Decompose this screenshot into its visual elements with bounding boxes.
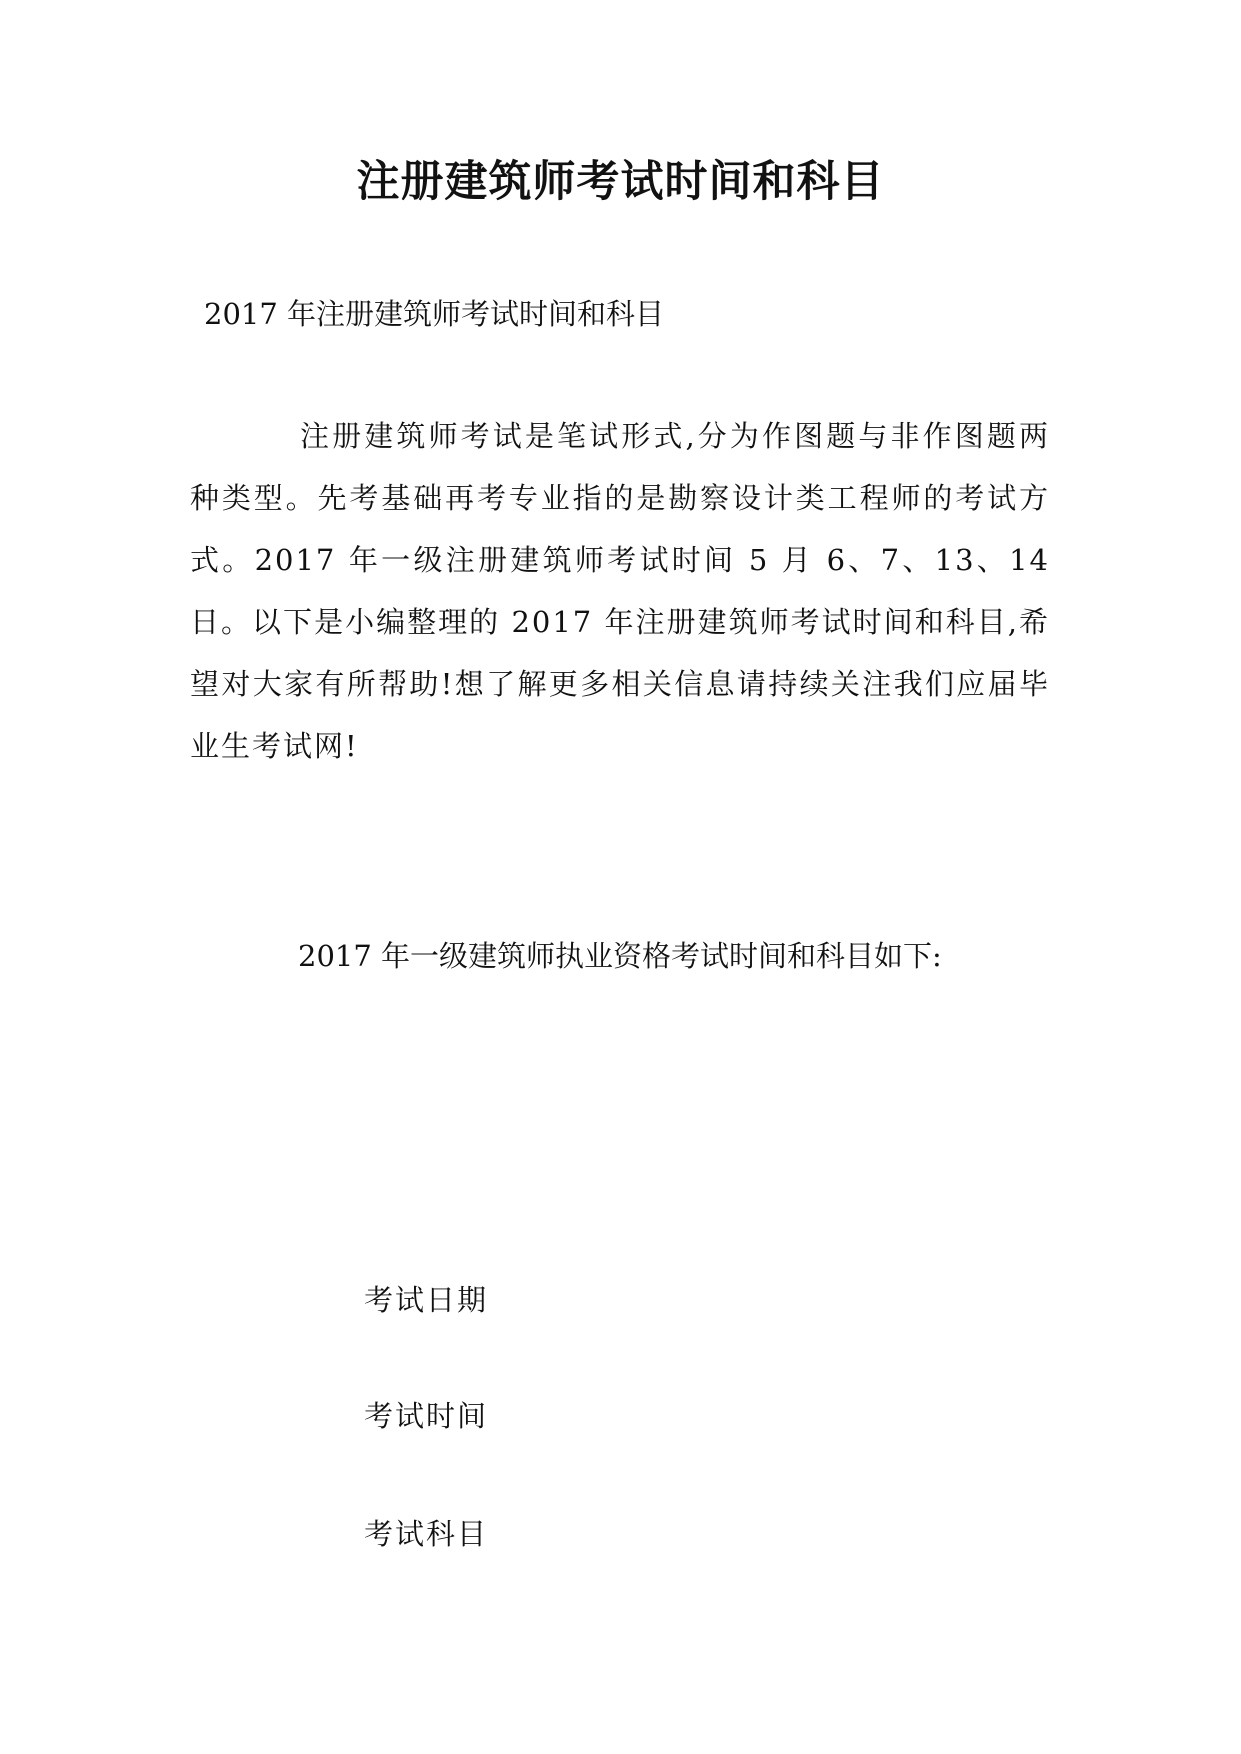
document-subtitle: 2017 年注册建筑师考试时间和科目 bbox=[204, 297, 665, 331]
exam-date-label: 考试日期 bbox=[364, 1283, 489, 1317]
exam-time-label: 考试时间 bbox=[364, 1399, 489, 1433]
section-heading: 2017 年一级建筑师执业资格考试时间和科目如下: bbox=[298, 939, 942, 973]
intro-paragraph: 注册建筑师考试是笔试形式,分为作图题与非作图题两种类型。先考基础再考专业指的是勘察设计类工程师的考试方式。2017 年一级注册建筑师考试时间 5 月 6、7、13、14 日。以下是小编整理的 2017 年注册建筑师考试时间和科目,希望对大家有所帮助!想了解更多相关信息请持续关注我们应届毕业生考试网! bbox=[190, 419, 1050, 763]
exam-subject-label: 考试科目 bbox=[364, 1517, 489, 1551]
document-title: 注册建筑师考试时间和科目 bbox=[356, 157, 885, 207]
